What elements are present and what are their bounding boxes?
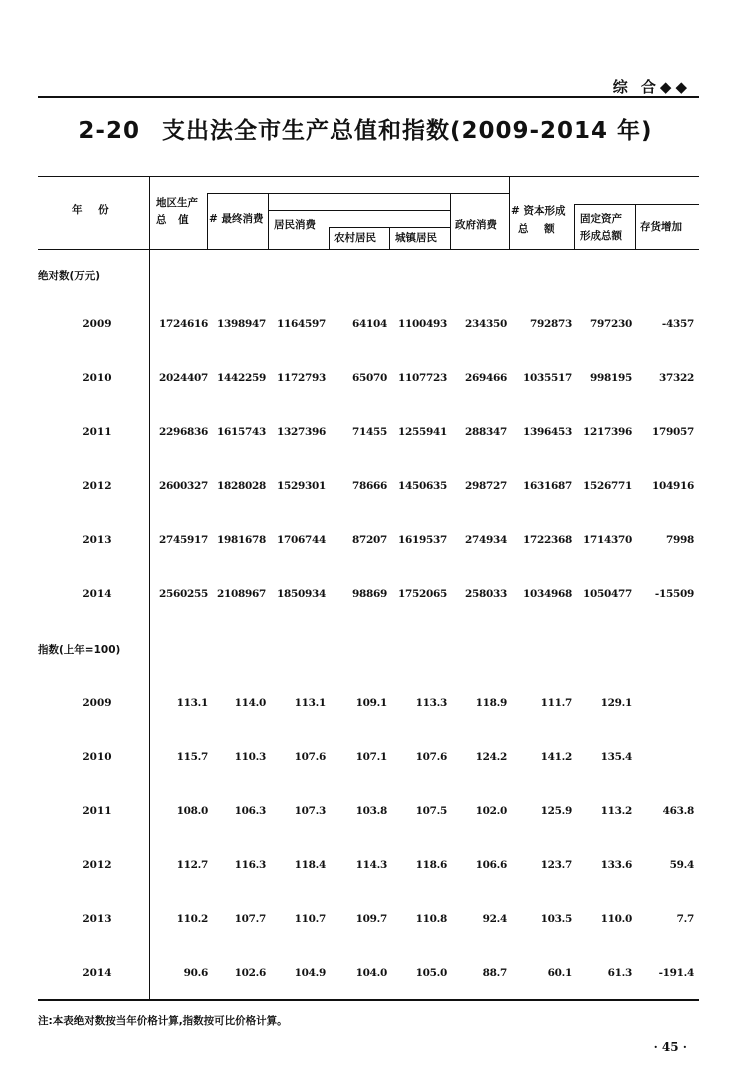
row-year: 2010	[82, 751, 112, 763]
row-year: 2013	[82, 913, 112, 925]
cell-rural: 64104	[351, 318, 387, 330]
cell-government: 298727	[464, 480, 507, 492]
cell-government: 288347	[464, 426, 507, 438]
cell-fixed: 135.4	[600, 751, 632, 763]
cell-capital: 1722368	[522, 534, 572, 546]
cell-urban: 107.5	[415, 805, 447, 817]
cell-final-consumption: 110.3	[234, 751, 266, 763]
cell-fixed: 129.1	[600, 697, 632, 709]
table-row	[0, 426, 731, 442]
cell-gdp: 2296836	[158, 426, 208, 438]
section-label-absolute: 绝对数(万元)	[38, 270, 101, 282]
col-header-final-consumption: # 最终消费	[209, 213, 264, 225]
cell-gdp: 115.7	[176, 751, 208, 763]
table-header-rule	[38, 249, 699, 250]
cell-final-consumption: 1442259	[216, 372, 266, 384]
cell-government: 274934	[464, 534, 507, 546]
cell-government: 102.0	[475, 805, 507, 817]
cell-final-consumption: 102.6	[234, 967, 266, 979]
page-number: · 45 ·	[653, 1040, 687, 1054]
cell-urban: 1100493	[397, 318, 447, 330]
running-header: 综 合◆◆	[612, 78, 691, 96]
table-title-text: 支出法全市生产总值和指数(2009-2014 年)	[161, 118, 653, 144]
row-year: 2009	[82, 697, 112, 709]
row-year: 2013	[82, 534, 112, 546]
cell-final-consumption: 1981678	[216, 534, 266, 546]
cell-final-consumption: 1828028	[216, 480, 266, 492]
cell-household: 113.1	[294, 697, 326, 709]
table-row	[0, 913, 731, 929]
cell-urban: 113.3	[415, 697, 447, 709]
cell-household: 1850934	[276, 588, 326, 600]
cell-urban: 1255941	[397, 426, 447, 438]
cell-household: 1172793	[276, 372, 326, 384]
row-year: 2014	[82, 588, 112, 600]
cell-urban: 105.0	[415, 967, 447, 979]
table-row	[0, 859, 731, 875]
cell-gdp: 90.6	[183, 967, 208, 979]
cell-final-consumption: 107.7	[234, 913, 266, 925]
cell-fixed: 113.2	[600, 805, 632, 817]
cell-urban: 1107723	[397, 372, 447, 384]
col-header-gdp-line2: 总 值	[156, 214, 193, 226]
col-header-rural: 农村居民	[334, 232, 376, 244]
capital-group-rule	[574, 204, 699, 205]
cell-urban: 1752065	[397, 588, 447, 600]
table-title	[0, 112, 731, 145]
cell-rural: 109.7	[355, 913, 387, 925]
col-header-fixed-line1: 固定资产	[580, 213, 622, 225]
col-header-year: 年 份	[72, 204, 115, 216]
cell-final-consumption: 106.3	[234, 805, 266, 817]
table-row	[0, 967, 731, 983]
cell-household: 110.7	[294, 913, 326, 925]
cell-fixed: 998195	[589, 372, 632, 384]
col-header-capital-line1: # 资本形成	[511, 205, 566, 217]
cell-gdp: 113.1	[176, 697, 208, 709]
cell-rural: 65070	[351, 372, 387, 384]
cell-capital: 792873	[529, 318, 572, 330]
col-header-household: 居民消费	[274, 219, 316, 231]
section-label-index: 指数(上年=100)	[38, 644, 121, 656]
cell-final-consumption: 1615743	[216, 426, 266, 438]
cell-urban: 107.6	[415, 751, 447, 763]
table-row	[0, 751, 731, 767]
cell-household: 1529301	[276, 480, 326, 492]
col-header-inventory: 存货增加	[640, 221, 682, 233]
table-number: 2-20	[78, 118, 140, 144]
cell-gdp: 1724616	[158, 318, 208, 330]
row-year: 2014	[82, 967, 112, 979]
cell-final-consumption: 116.3	[234, 859, 266, 871]
cell-inventory: -4357	[661, 318, 694, 330]
cell-fixed: 110.0	[600, 913, 632, 925]
cell-inventory: 59.4	[669, 859, 694, 871]
cell-capital: 103.5	[540, 913, 572, 925]
cell-inventory: 7998	[665, 534, 694, 546]
cell-government: 118.9	[475, 697, 507, 709]
cell-household: 1164597	[276, 318, 326, 330]
cell-government: 124.2	[475, 751, 507, 763]
cell-fixed: 1217396	[582, 426, 632, 438]
cell-fixed: 1714370	[582, 534, 632, 546]
cell-final-consumption: 1398947	[216, 318, 266, 330]
cell-household: 1327396	[276, 426, 326, 438]
cell-government: 269466	[464, 372, 507, 384]
cell-capital: 125.9	[540, 805, 572, 817]
cell-inventory: 37322	[658, 372, 694, 384]
cell-urban: 118.6	[415, 859, 447, 871]
row-year: 2011	[82, 805, 112, 817]
cell-fixed: 797230	[589, 318, 632, 330]
cell-urban: 1619537	[397, 534, 447, 546]
row-year: 2011	[82, 426, 112, 438]
cell-fixed: 1526771	[582, 480, 632, 492]
cell-inventory: -15509	[654, 588, 694, 600]
cell-government: 106.6	[475, 859, 507, 871]
household-group-rule	[268, 210, 450, 211]
table-row	[0, 534, 731, 550]
cell-inventory: -191.4	[658, 967, 694, 979]
row-year: 2009	[82, 318, 112, 330]
cell-government: 234350	[464, 318, 507, 330]
table-row	[0, 697, 731, 713]
cell-final-consumption: 2108967	[216, 588, 266, 600]
cell-inventory: 104916	[651, 480, 694, 492]
cell-capital: 1396453	[522, 426, 572, 438]
table-row	[0, 588, 731, 604]
cell-capital: 60.1	[547, 967, 572, 979]
cell-rural: 71455	[351, 426, 387, 438]
cell-rural: 78666	[351, 480, 387, 492]
header-rule	[38, 96, 699, 98]
table-row	[0, 480, 731, 496]
cell-capital: 141.2	[540, 751, 572, 763]
cell-urban: 1450635	[397, 480, 447, 492]
cell-gdp: 2024407	[158, 372, 208, 384]
cell-capital: 111.7	[540, 697, 572, 709]
cell-gdp: 2560255	[158, 588, 208, 600]
cell-inventory: 463.8	[662, 805, 694, 817]
cell-fixed: 61.3	[607, 967, 632, 979]
cell-government: 258033	[464, 588, 507, 600]
cell-fixed: 1050477	[582, 588, 632, 600]
table-row	[0, 372, 731, 388]
cell-capital: 1631687	[522, 480, 572, 492]
cell-household: 104.9	[294, 967, 326, 979]
cell-gdp: 110.2	[176, 913, 208, 925]
cell-final-consumption: 114.0	[234, 697, 266, 709]
cell-household: 107.3	[294, 805, 326, 817]
cell-rural: 114.3	[355, 859, 387, 871]
cell-fixed: 133.6	[600, 859, 632, 871]
col-header-government: 政府消费	[455, 219, 497, 231]
cell-rural: 104.0	[355, 967, 387, 979]
consumption-group-rule	[207, 193, 509, 194]
row-year: 2012	[82, 859, 112, 871]
row-year: 2012	[82, 480, 112, 492]
cell-capital: 1034968	[522, 588, 572, 600]
cell-rural: 98869	[351, 588, 387, 600]
cell-gdp: 108.0	[176, 805, 208, 817]
col-header-fixed-line2: 形成总额	[580, 230, 622, 242]
cell-capital: 1035517	[522, 372, 572, 384]
table-row	[0, 805, 731, 821]
cell-household: 118.4	[294, 859, 326, 871]
table-row	[0, 318, 731, 334]
col-header-gdp-line1: 地区生产	[156, 197, 198, 209]
cell-inventory: 7.7	[676, 913, 694, 925]
col-header-urban: 城镇居民	[395, 232, 437, 244]
table-top-rule	[38, 176, 699, 177]
cell-inventory: 179057	[651, 426, 694, 438]
cell-household: 1706744	[276, 534, 326, 546]
cell-government: 88.7	[482, 967, 507, 979]
col-header-capital-line2: 总 额	[518, 223, 561, 235]
cell-rural: 103.8	[355, 805, 387, 817]
cell-government: 92.4	[482, 913, 507, 925]
cell-rural: 109.1	[355, 697, 387, 709]
cell-household: 107.6	[294, 751, 326, 763]
row-year: 2010	[82, 372, 112, 384]
cell-rural: 87207	[351, 534, 387, 546]
cell-gdp: 112.7	[176, 859, 208, 871]
cell-capital: 123.7	[540, 859, 572, 871]
cell-gdp: 2745917	[158, 534, 208, 546]
table-footnote: 注:本表绝对数按当年价格计算,指数按可比价格计算。	[38, 1015, 288, 1027]
cell-urban: 110.8	[415, 913, 447, 925]
cell-gdp: 2600327	[158, 480, 208, 492]
cell-rural: 107.1	[355, 751, 387, 763]
table-bottom-rule	[38, 999, 699, 1001]
